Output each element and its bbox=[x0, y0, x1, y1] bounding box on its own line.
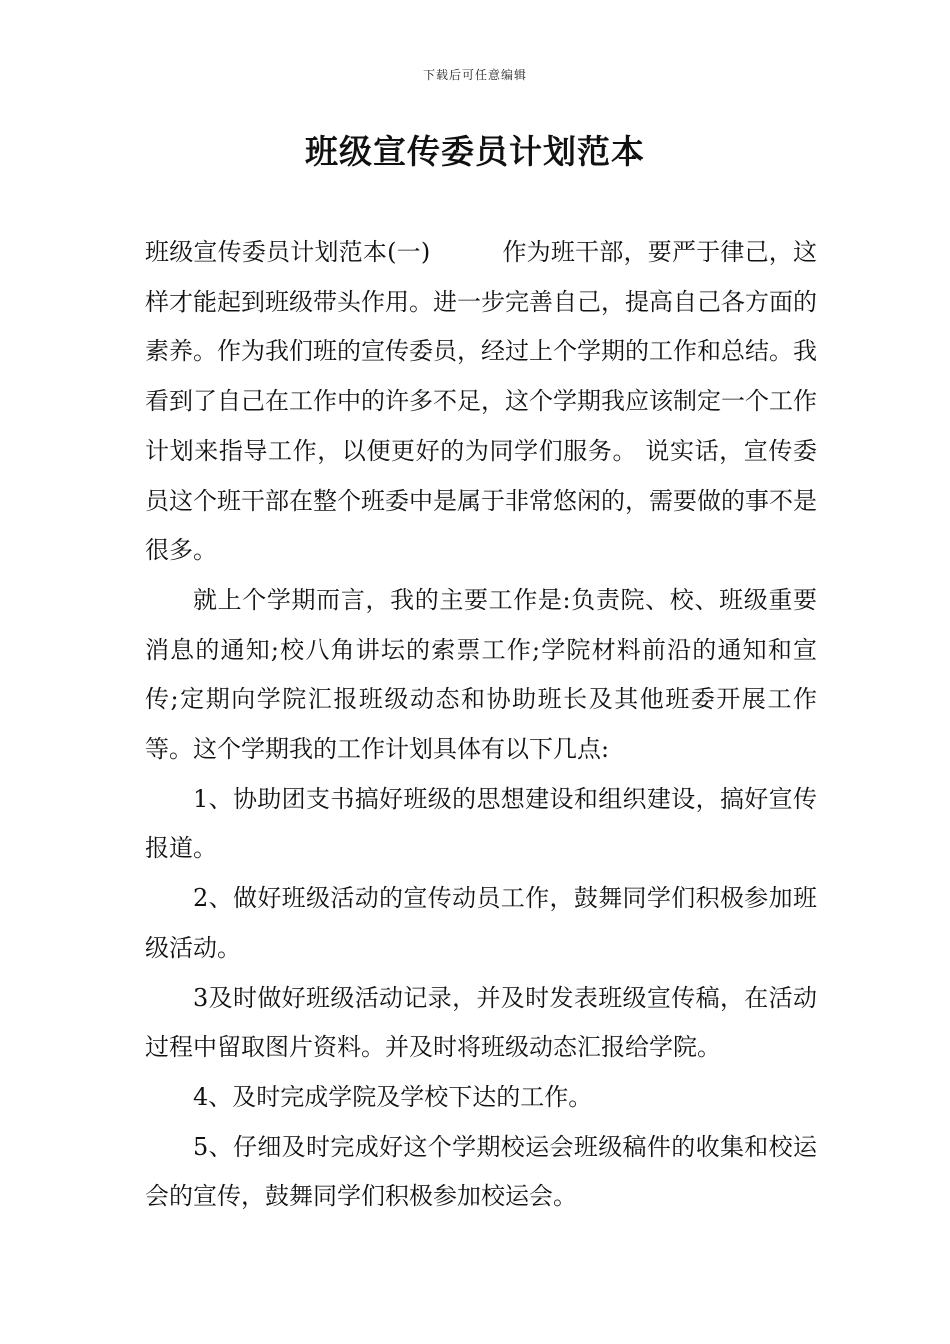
intro-text: 作为班干部，要严于律己，这样才能起到班级带头作用。进一步完善自己，提高自己各方面的素养。作为我们班的宣传委员，经过上个学期的工作和总结。我看到了自己在工作中的许多不足，这个学期我应该制定一个工作计划来指导工作，以便更好的为同学们服务。 说实话，宣传委员这个班干部在整个班委中是属于非常悠闲的，需要做的事不是很多。 bbox=[145, 238, 818, 565]
intro-paragraph bbox=[145, 228, 817, 576]
header-note: 下载后可任意编辑 bbox=[422, 68, 527, 82]
paragraph-item-2: 2、做好班级活动的宣传动员工作，鼓舞同学们积极参加班级活动。 bbox=[145, 884, 817, 962]
document-body bbox=[145, 228, 817, 1222]
intro-heading: 班级宣传委员计划范本(一) bbox=[145, 238, 431, 266]
paragraph-item-5: 5、仔细及时完成好这个学期校运会班级稿件的收集和校运会的宣传，鼓舞同学们积极参加校运会。 bbox=[145, 1132, 817, 1211]
paragraph-item-1: 1、协助团支书搞好班级的思想建设和组织建设，搞好宣传报道。 bbox=[145, 784, 817, 863]
paragraph-item-3: 3及时做好班级活动记录，并及时发表班级宣传稿，在活动过程中留取图片资料。并及时将班级动态汇报给学院。 bbox=[145, 983, 817, 1062]
document-title: 班级宣传委员计划范本 bbox=[305, 132, 645, 171]
paragraph-summary: 就上个学期而言，我的主要工作是:负责院、校、班级重要消息的通知;校八角讲坛的索票工作;学院材料前沿的通知和宣传;定期向学院汇报班级动态和协助班长及其他班委开展工作等。这个学期我的工作计划具体有以下几点: bbox=[145, 585, 817, 764]
paragraph-item-4: 4、及时完成学院及学校下达的工作。 bbox=[193, 1082, 593, 1111]
